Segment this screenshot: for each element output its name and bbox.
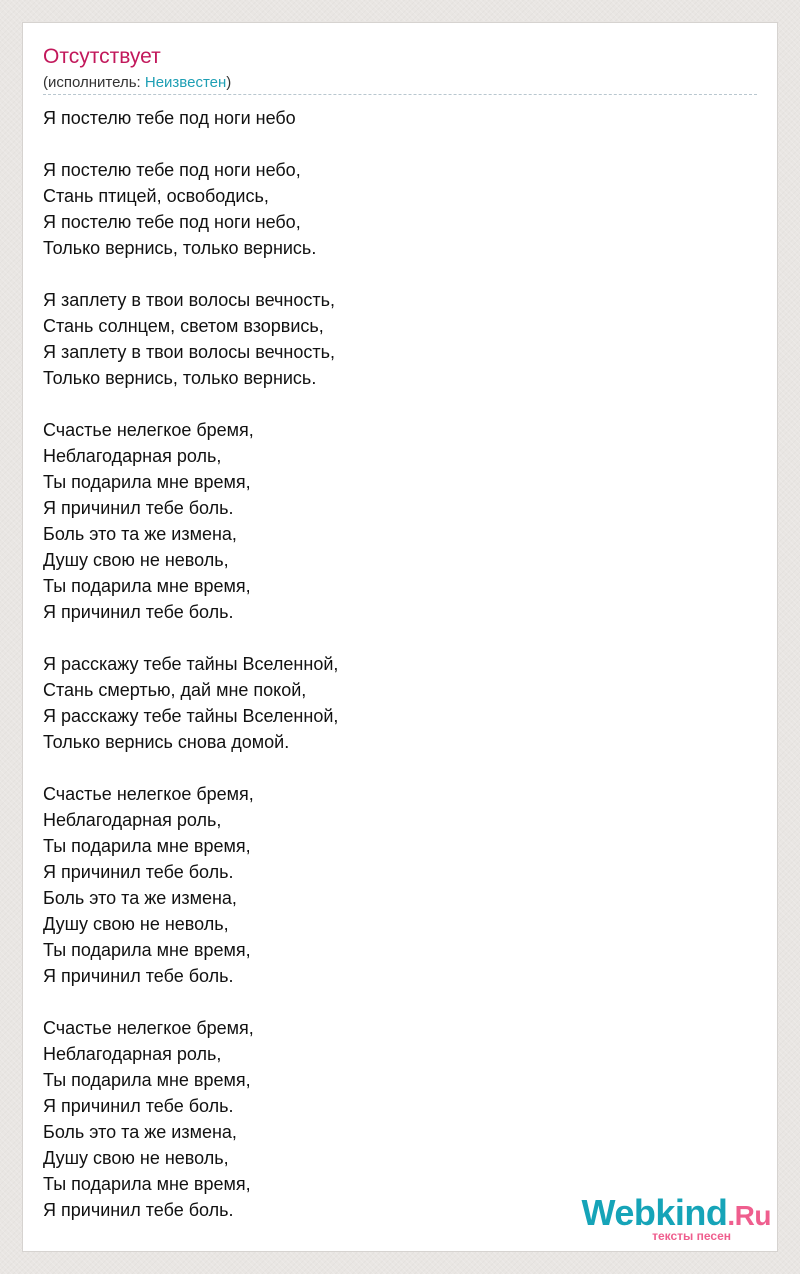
- lyrics-line: Неблагодарная роль,: [43, 810, 222, 830]
- lyrics-line: Я постелю тебе под ноги небо,: [43, 160, 301, 180]
- lyrics-line: Неблагодарная роль,: [43, 1044, 222, 1064]
- lyrics-line: Боль это та же измена,: [43, 524, 237, 544]
- logo-tld: .Ru: [727, 1200, 771, 1231]
- lyrics-line: Стань смертью, дай мне покой,: [43, 680, 307, 700]
- lyrics-line: Я расскажу тебе тайны Вселенной,: [43, 654, 339, 674]
- lyrics-blank-line: [43, 391, 757, 417]
- site-logo[interactable]: [571, 1193, 771, 1245]
- lyrics-line: Ты подарила мне время,: [43, 1174, 251, 1194]
- lyrics-line: Только вернись снова домой.: [43, 732, 290, 752]
- lyrics-line: Только вернись, только вернись.: [43, 368, 317, 388]
- lyrics-line: Душу свою не неволь,: [43, 550, 229, 570]
- lyrics-line: Стань солнцем, светом взорвись,: [43, 316, 324, 336]
- lyrics-line: Ты подарила мне время,: [43, 836, 251, 856]
- artist-suffix: ): [226, 74, 232, 91]
- artist-line: [43, 73, 231, 93]
- header-divider: [43, 94, 757, 95]
- lyrics-line: Боль это та же измена,: [43, 888, 237, 908]
- lyrics-line: Неблагодарная роль,: [43, 446, 222, 466]
- lyrics-card: [22, 22, 778, 1252]
- lyrics-line: Ты подарила мне время,: [43, 940, 251, 960]
- lyrics-blank-line: [43, 625, 757, 651]
- lyrics-line: Я заплету в твои волосы вечность,: [43, 342, 335, 362]
- lyrics-line: Я постелю тебе под ноги небо: [43, 108, 296, 128]
- lyrics-line: Я расскажу тебе тайны Вселенной,: [43, 706, 339, 726]
- lyrics-blank-line: [43, 989, 757, 1015]
- lyrics-line: Боль это та же измена,: [43, 1122, 237, 1142]
- lyrics-line: Ты подарила мне время,: [43, 576, 251, 596]
- lyrics-line: Счастье нелегкое бремя,: [43, 1018, 254, 1038]
- artist-link[interactable]: Неизвестен: [144, 74, 227, 91]
- lyrics-line: Я постелю тебе под ноги небо,: [43, 212, 301, 232]
- lyrics-line: Ты подарила мне время,: [43, 472, 251, 492]
- lyrics-line: Счастье нелегкое бремя,: [43, 784, 254, 804]
- logo-tagline: тексты песен: [652, 1229, 731, 1243]
- song-title: Отсутствует: [43, 45, 161, 68]
- lyrics-line: Стань птицей, освободись,: [43, 186, 269, 206]
- lyrics-line: Я причинил тебе боль.: [43, 1096, 234, 1116]
- lyrics-line: Счастье нелегкое бремя,: [43, 420, 254, 440]
- lyrics-line: Душу свою не неволь,: [43, 1148, 229, 1168]
- lyrics-line: Душу свою не неволь,: [43, 914, 229, 934]
- lyrics-line: Я причинил тебе боль.: [43, 862, 234, 882]
- lyrics-line: Ты подарила мне время,: [43, 1070, 251, 1090]
- lyrics-line: Я причинил тебе боль.: [43, 1200, 234, 1220]
- lyrics-line: Только вернись, только вернись.: [43, 238, 317, 258]
- lyrics-blank-line: [43, 755, 757, 781]
- lyrics-line: Я причинил тебе боль.: [43, 966, 234, 986]
- lyrics-text: [43, 105, 757, 1223]
- lyrics-blank-line: [43, 261, 757, 287]
- lyrics-line: Я причинил тебе боль.: [43, 602, 234, 622]
- logo-main-text: Webkind: [581, 1192, 728, 1233]
- lyrics-line: Я причинил тебе боль.: [43, 498, 234, 518]
- artist-prefix: (исполнитель:: [43, 74, 145, 91]
- lyrics-line: Я заплету в твои волосы вечность,: [43, 290, 335, 310]
- lyrics-blank-line: [43, 131, 757, 157]
